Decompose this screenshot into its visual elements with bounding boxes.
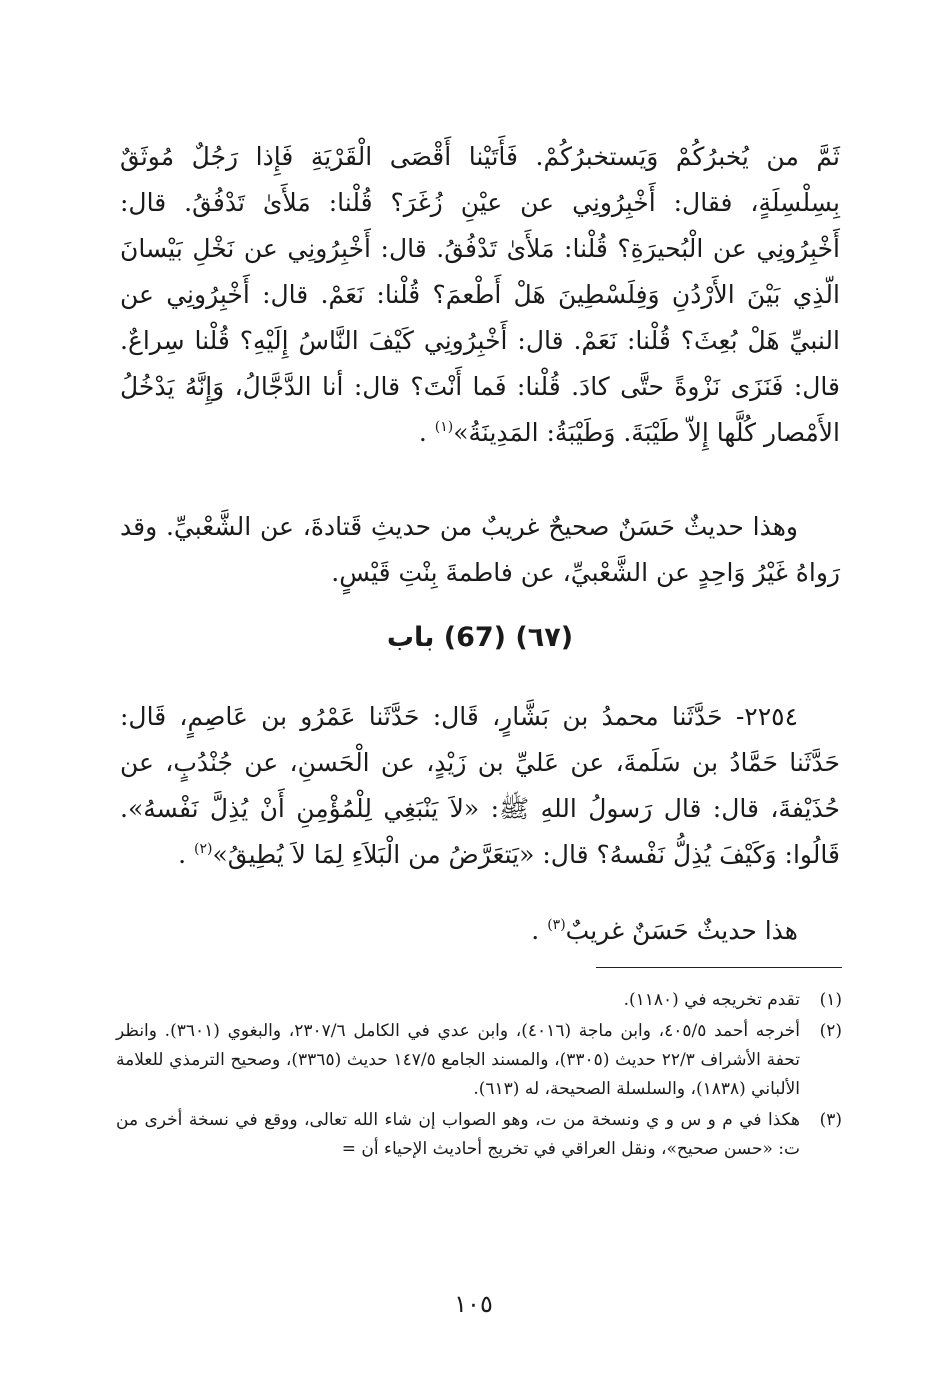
footnote-number: (١) xyxy=(819,990,842,1010)
paragraph-text: هذا حديثٌ حَسَنٌ غريبٌ xyxy=(565,916,798,945)
paragraph-text: ٢٢٥٤- حَدَّثَنا محمدُ بن بَشَّارٍ، قَال: حَدَّثَنا عَمْرُو بن عَاصِمٍ، قَال: حَدَّثَنا حَمَّادُ بن سَلَمةَ، عن عَليِّ بن زَيْدٍ، عن الْحَسنِ، عن جُنْدُبٍ، عن حُذَيْفةَ، قال: قال رَسولُ اللهِ ﷺ: «لاَ يَنْبَغِي لِلْمُؤْمِنِ أَنْ يُذِلَّ نَفْسهُ». قَالُوا: وَكَيْفَ يُذِلُّ نَفْسهُ؟ قال: «يَتعَرَّضُ من الْبَلاَءِ لِمَا لاَ يُطِيقُ» xyxy=(120,702,840,869)
commentary-paragraph xyxy=(120,504,840,596)
footnote-item xyxy=(116,1106,842,1164)
footnote-divider xyxy=(596,967,842,968)
chapter-heading: (٦٧) (67) باب xyxy=(386,622,574,653)
footnotes-section xyxy=(116,986,842,1166)
footnote-number: (٣) xyxy=(819,1110,842,1130)
paragraph-end: . xyxy=(418,418,435,447)
footnote-number: (٢) xyxy=(819,1021,842,1041)
hadith-2254-paragraph xyxy=(120,694,840,878)
footnote-item xyxy=(116,986,842,1015)
paragraph-text: وهذا حديثٌ حَسَنٌ صحيحٌ غريبٌ من حديثِ قَتادةَ، عن الشَّعْبيِّ. وقد رَواهُ غَيْرُ وَاحِدٍ عن الشَّعْبيِّ، عن فاطمةَ بِنْتِ قَيْسٍ. xyxy=(120,512,840,587)
grading-paragraph xyxy=(120,908,840,954)
footnote-text: تقدم تخريجه في (١١٨٠). xyxy=(623,990,800,1010)
footnote-text: أخرجه أحمد ٤٠٥/٥، وابن ماجة (٤٠١٦)، وابن عدي في الكامل ٢٣٠٧/٦، والبغوي (٣٦٠١). وانظر تحفة الأشراف ٢٢/٣ حديث (٣٣٠٥)، والمسند الجامع ١٤٧/٥ حديث (٣٣٦٥)، وصحيح الترمذي للعلامة الألباني (١٨٣٨)، والسلسلة الصحيحة، له (٦١٣). xyxy=(116,1021,801,1099)
footnote-item xyxy=(116,1017,842,1104)
footnote-reference-1[interactable]: (١) xyxy=(434,419,454,435)
footnote-reference-2[interactable]: (٢) xyxy=(194,841,213,857)
hadith-text-continuation xyxy=(120,134,840,456)
footnote-reference-3[interactable]: (٣) xyxy=(547,917,566,933)
paragraph-end: . xyxy=(531,916,548,945)
paragraph-end: . xyxy=(178,840,195,869)
page-number: ١٠٥ xyxy=(454,1290,493,1318)
footnote-text: هكذا في م و س و ي ونسخة من ت، وهو الصواب إن شاء الله تعالى، ووقع في نسخة أخرى من ت: «حسن صحيح»، ونقل العراقي في تخريج أحاديث الإحياء أن = xyxy=(116,1110,800,1159)
paragraph-text: ثَمَّ من يُخبرُكُمْ وَيَستخبرُكُمْ. فَأَتَيْنا أَقْصَى الْقَرْيَةِ فَإِذا رَجُلٌ مُوثَقٌ بِسِلْسِلَةٍ، فقال: أَخْبِرُونِي عن عيْنِ زُغَرَ؟ قُلْنا: مَلأَىٰ تَدْفُقُ. قال: أَخْبِرُونِي عن الْبُحيرَةِ؟ قُلْنا: مَلأَىٰ تَدْفُقُ. قال: أَخْبِرُونِي عن نَخْلِ بَيْسانَ الّذِي بَيْنَ الأَرْدُنِ وَفِلَسْطِينَ هَلْ أَطْعمَ؟ قُلْنا: نَعَمْ. قال: أَخْبِرُونِي عن النبيِّ هَلْ بُعِثَ؟ قُلْنا: نَعَمْ. قال: أَخْبِرُونِي كَيْفَ النَّاسُ إِلَيْهِ؟ قُلْنا سِراعٌ. قال: فَنَزَى نَزْوةً حتَّى كادَ. قُلْنا: فَما أَنْتَ؟ قال: أنا الدَّجَّالُ، وَإِنَّهُ يَدْخُلُ الأَمْصار كُلَّها إِلاّ طَيْبَةَ. وَطَيْبَةُ: المَدِينَةُ» xyxy=(120,142,840,447)
